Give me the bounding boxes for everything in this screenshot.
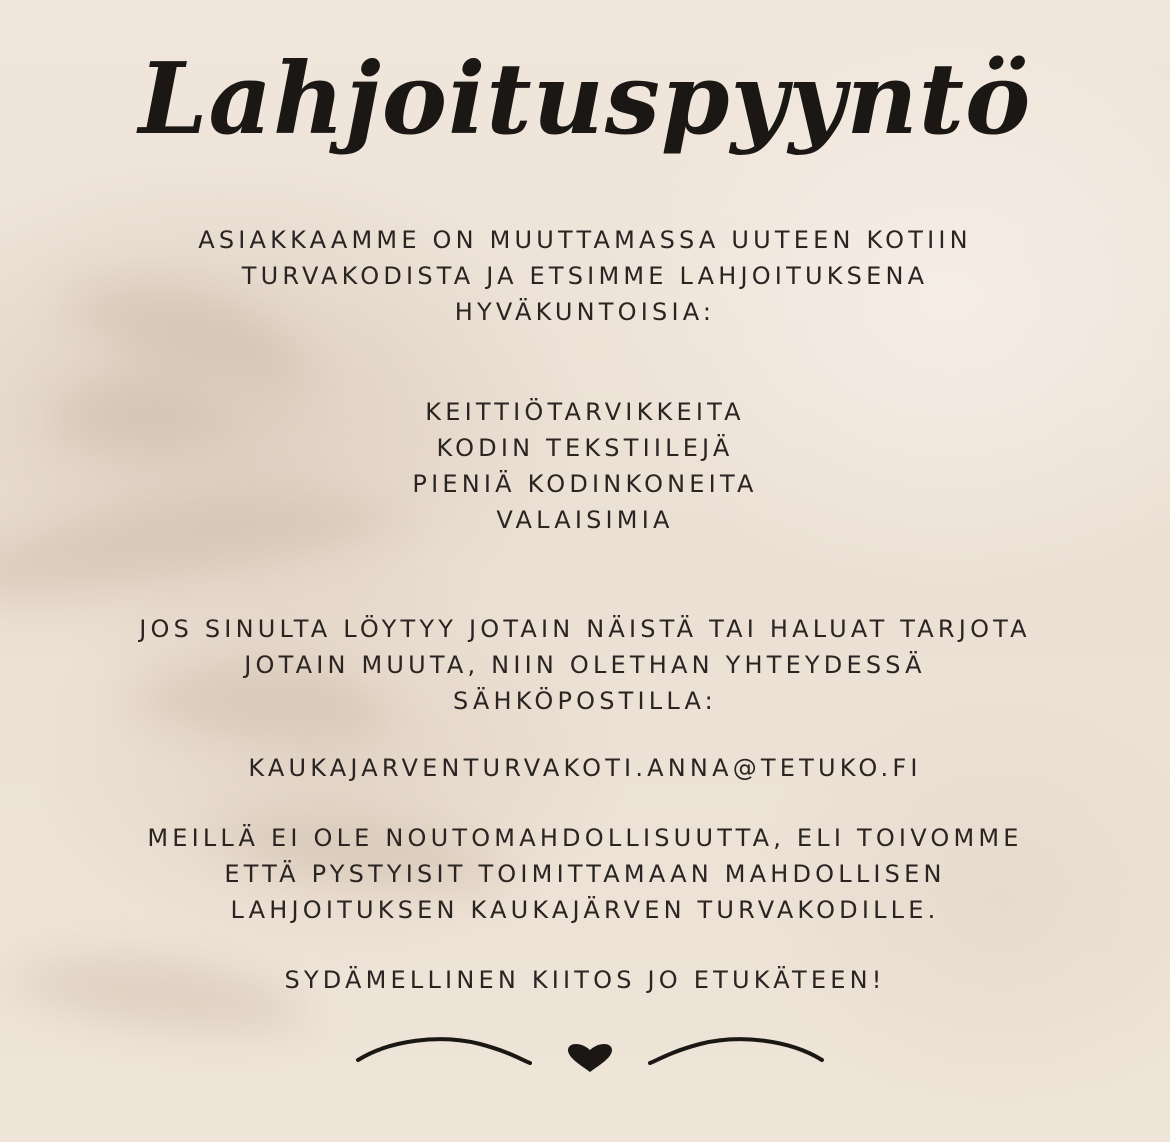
contact-line: JOS SINULTA LÖYTYY JOTAIN NÄISTÄ TAI HALUAT TARJOTA — [139, 615, 1031, 643]
list-item: KEITTIÖTARVIKKEITA — [425, 398, 745, 426]
swash-heart-divider-icon — [350, 1030, 830, 1090]
list-item: VALAISIMIA — [496, 506, 674, 534]
wanted-items-list — [0, 394, 1170, 538]
contact-line: SÄHKÖPOSTILLA: — [453, 687, 717, 715]
list-item: KODIN TEKSTIILEJÄ — [436, 434, 734, 462]
intro-line: ASIAKKAAMME ON MUUTTAMASSA UUTEEN KOTIIN — [198, 226, 972, 254]
intro-line: HYVÄKUNTOISIA: — [454, 298, 716, 326]
page-title: Lahjoituspyyntö — [138, 42, 1032, 157]
intro-line: TURVAKODISTA JA ETSIMME LAHJOITUKSENA — [241, 262, 929, 290]
contact-email — [0, 750, 1170, 786]
email-text: KAUKAJARVENTURVAKOTI.ANNA@TETUKO.FI — [248, 754, 922, 782]
contact-line: JOTAIN MUUTA, NIIN OLETHAN YHTEYDESSÄ — [244, 651, 926, 679]
delivery-line: ETTÄ PYSTYISIT TOIMITTAMAAN MAHDOLLISEN — [224, 860, 946, 888]
intro-text — [0, 222, 1170, 330]
thanks-line: SYDÄMELLINEN KIITOS JO ETUKÄTEEN! — [284, 966, 886, 994]
delivery-line: MEILLÄ EI OLE NOUTOMAHDOLLISUUTTA, ELI TOIVOMME — [147, 824, 1023, 852]
thanks-text — [0, 962, 1170, 998]
list-item: PIENIÄ KODINKONEITA — [412, 470, 758, 498]
delivery-note-text — [0, 820, 1170, 928]
contact-request-text — [0, 611, 1170, 719]
delivery-line: LAHJOITUKSEN KAUKAJÄRVEN TURVAKODILLE. — [230, 896, 940, 924]
